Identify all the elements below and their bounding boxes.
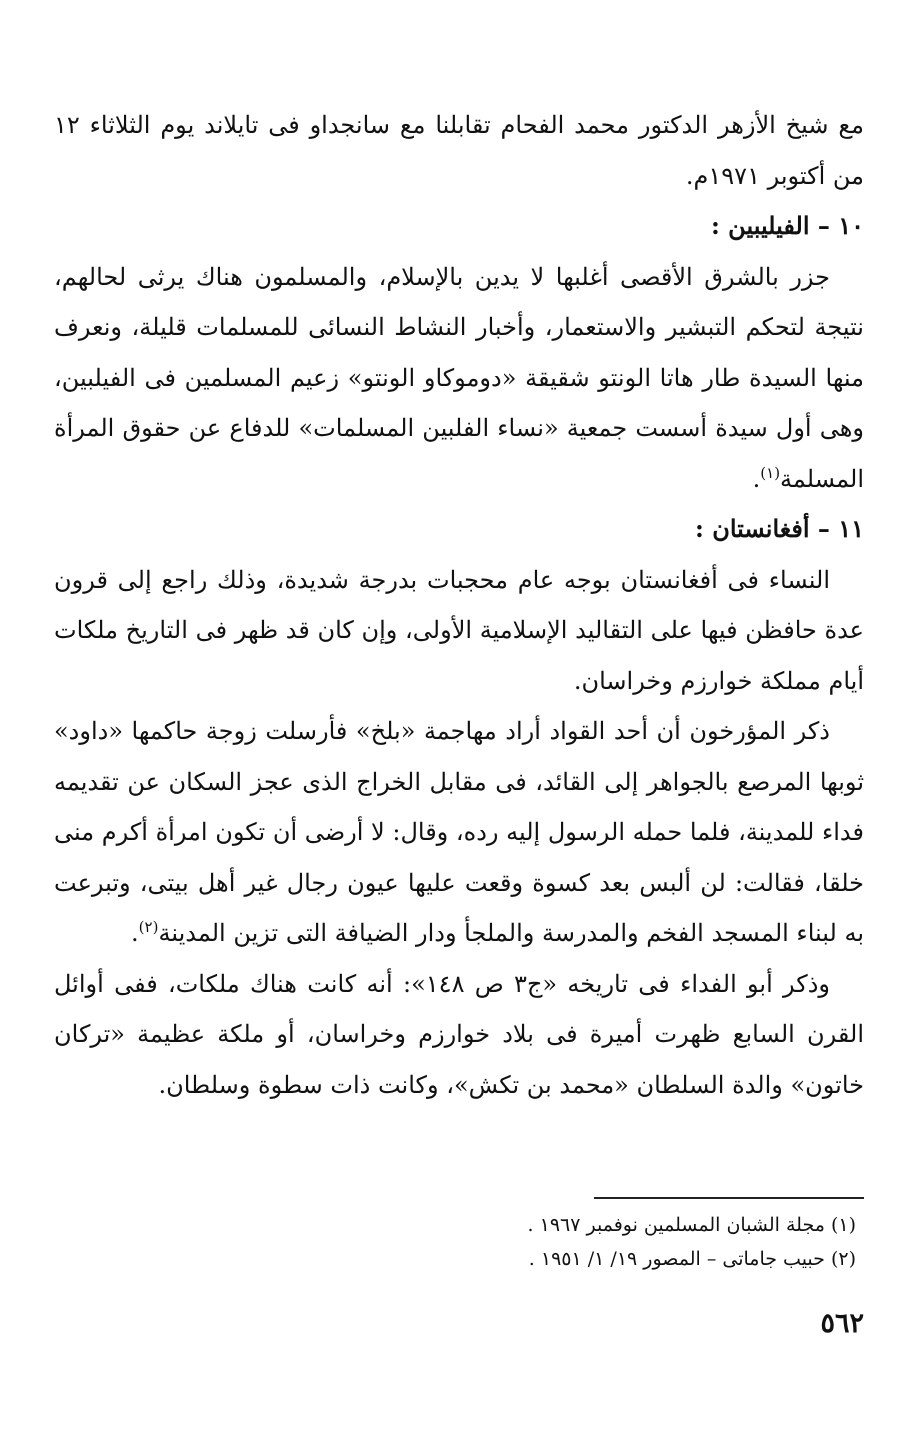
heading-philippines (54, 201, 864, 252)
paragraph-philippines (54, 252, 864, 505)
page-number: ٥٦٢ (820, 1308, 864, 1339)
sentence-end: . (131, 919, 139, 947)
heading-dash: – (817, 211, 830, 240)
heading-afghanistan (54, 504, 864, 555)
footnote-ref-2: (٢) (138, 918, 159, 936)
footnote-1: (١) مجلة الشبان المسلمين نوفمبر ١٩٦٧ . (527, 1214, 856, 1236)
paragraph-intro: مع شيخ الأزهر الدكتور محمد الفحام تقابلنا مع سانجداو فى تايلاند يوم الثلاثاء ١٢ من أكتوبر ١٩٧١م. (54, 111, 864, 190)
paragraph-afghanistan: النساء فى أفغانستان بوجه عام محجبات بدرجة شديدة، وذلك راجع إلى قرون عدة حافظن فيها على التقاليد الإسلامية الأولى، وإن كان قد ظهر فى التاريخ ملكات أيام مملكة خوارزم وخراسان. (54, 565, 864, 695)
footnote-ref-1: (١) (760, 463, 781, 482)
footnote-2: (٢) حبيب جاماتى – المصور ١٩/ ١/ ١٩٥١ . (528, 1248, 856, 1270)
paragraph-text: جزر بالشرق الأقصى أغلبها لا يدين بالإسلام، والمسلمون هناك يرثى لحالهم، نتيجة لتحكم التبشير والاستعمار، وأخبار النشاط النسائى للمسلمات قليلة، ونعرف منها السيدة طار هاتا الونتو شقيقة «دوموكاو الونتو» زعيم المسلمين فى الفيلبين، وهى أول سيدة أسست جمعية «نساء الفلبين المسلمات» للدفاع عن حقوق المرأة المسلمة (54, 262, 864, 493)
footnote-divider (594, 1197, 864, 1199)
heading-title: الفيليبين : (710, 211, 810, 240)
paragraph-balkh (54, 706, 864, 959)
sentence-end: . (752, 464, 761, 493)
heading-number: ١١ (838, 514, 864, 543)
footnotes (76, 1208, 856, 1276)
heading-title: أفغانستان : (694, 514, 810, 543)
body-text (54, 100, 864, 1110)
heading-dash: – (817, 514, 830, 543)
heading-number: ١٠ (838, 211, 864, 240)
paragraph-abulfida: وذكر أبو الفداء فى تاريخه «ج٣ ص ١٤٨»: أنه كانت هناك ملكات، ففى أوائل القرن السابع ظهرت أميرة فى بلاد خوارزم وخراسان، أو ملكة عظيمة «تركان خاتون» والدة السلطان «محمد بن تكش»، وكانت ذات سطوة وسلطان. (54, 969, 864, 1099)
paragraph-text: ذكر المؤرخون أن أحد القواد أراد مهاجمة «بلخ» فأرسلت زوجة حاكمها «داود» ثوبها المرصع بالجواهر إلى القائد، فى مقابل الخراج الذى عجز السكان عن تقديمه فداء للمدينة، فلما حمله الرسول إليه رده، وقال: لا أرضى أن تكون امرأة أكرم منى خلقا، فقالت: لن ألبس بعد كسوة وقعت عليها عيون رجال غير أهل بيتى، وتبرعت به لبناء المسجد الفخم والمدرسة والملجأ ودار الضيافة التى تزين المدينة (54, 717, 864, 947)
